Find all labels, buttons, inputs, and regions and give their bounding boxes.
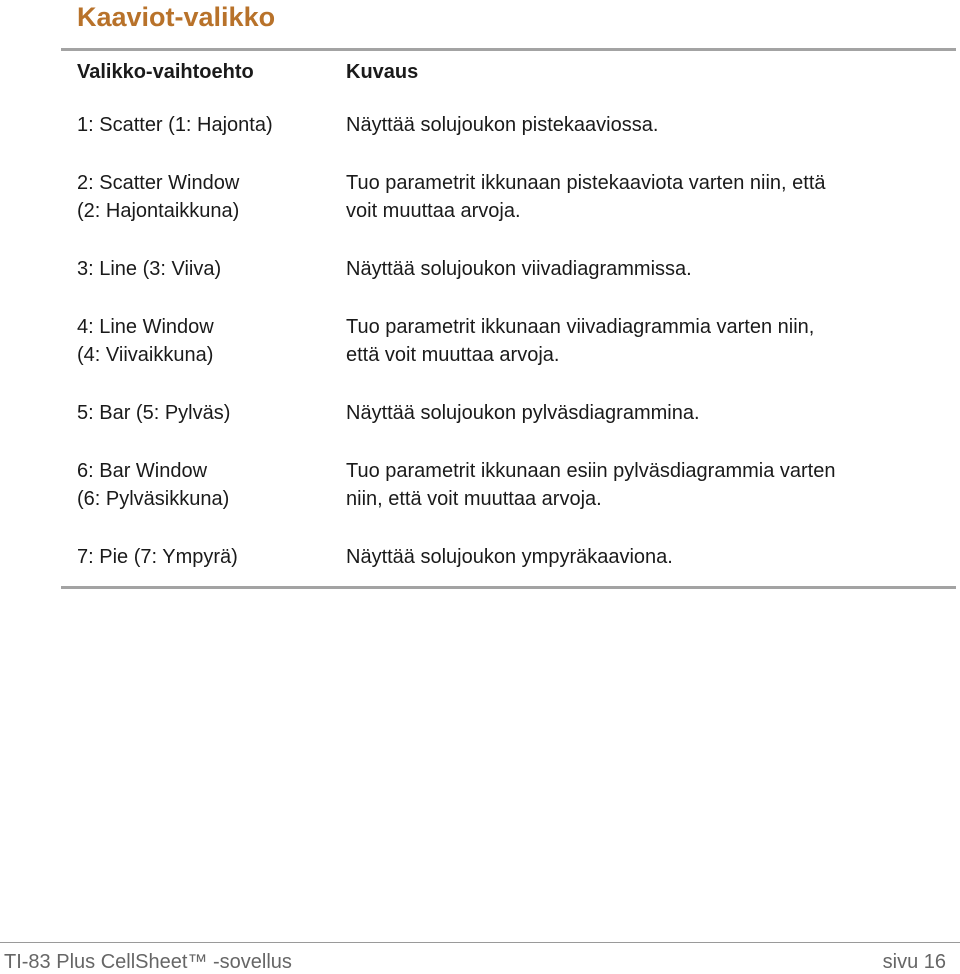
row-option: 2: Scatter Window (2: Hajontaikkuna) — [77, 172, 240, 222]
table-header — [0, 61, 960, 89]
top-rule — [61, 48, 956, 51]
bottom-rule — [61, 586, 956, 589]
footer-product-name: TI-83 Plus CellSheet™ -sovellus — [4, 951, 292, 973]
row-description: Tuo parametrit ikkunaan pistekaaviota varten niin, että voit muuttaa arvoja. — [346, 172, 826, 222]
row-option: 5: Bar (5: Pylväs) — [77, 402, 231, 424]
section-title: Kaaviot-valikko — [77, 2, 276, 32]
row-option: 7: Pie (7: Ympyrä) — [77, 546, 238, 568]
header-description: Kuvaus — [346, 61, 419, 83]
row-option: 6: Bar Window (6: Pylväsikkuna) — [77, 460, 230, 510]
footer-rule — [0, 942, 960, 943]
row-option: 1: Scatter (1: Hajonta) — [77, 114, 273, 136]
header-option: Valikko-vaihtoehto — [77, 61, 254, 83]
row-option: 3: Line (3: Viiva) — [77, 258, 222, 280]
footer-page-number: sivu 16 — [882, 951, 946, 973]
row-option: 4: Line Window (4: Viivaikkuna) — [77, 316, 214, 366]
row-description: Näyttää solujoukon pylväsdiagrammina. — [346, 402, 700, 424]
row-description: Tuo parametrit ikkunaan viivadiagrammia varten niin, että voit muuttaa arvoja. — [346, 316, 815, 366]
row-description: Tuo parametrit ikkunaan esiin pylväsdiagrammia varten niin, että voit muuttaa arvoja. — [346, 460, 836, 510]
row-description: Näyttää solujoukon ympyräkaaviona. — [346, 546, 673, 568]
row-description: Näyttää solujoukon viivadiagrammissa. — [346, 258, 692, 280]
row-description: Näyttää solujoukon pistekaaviossa. — [346, 114, 659, 136]
